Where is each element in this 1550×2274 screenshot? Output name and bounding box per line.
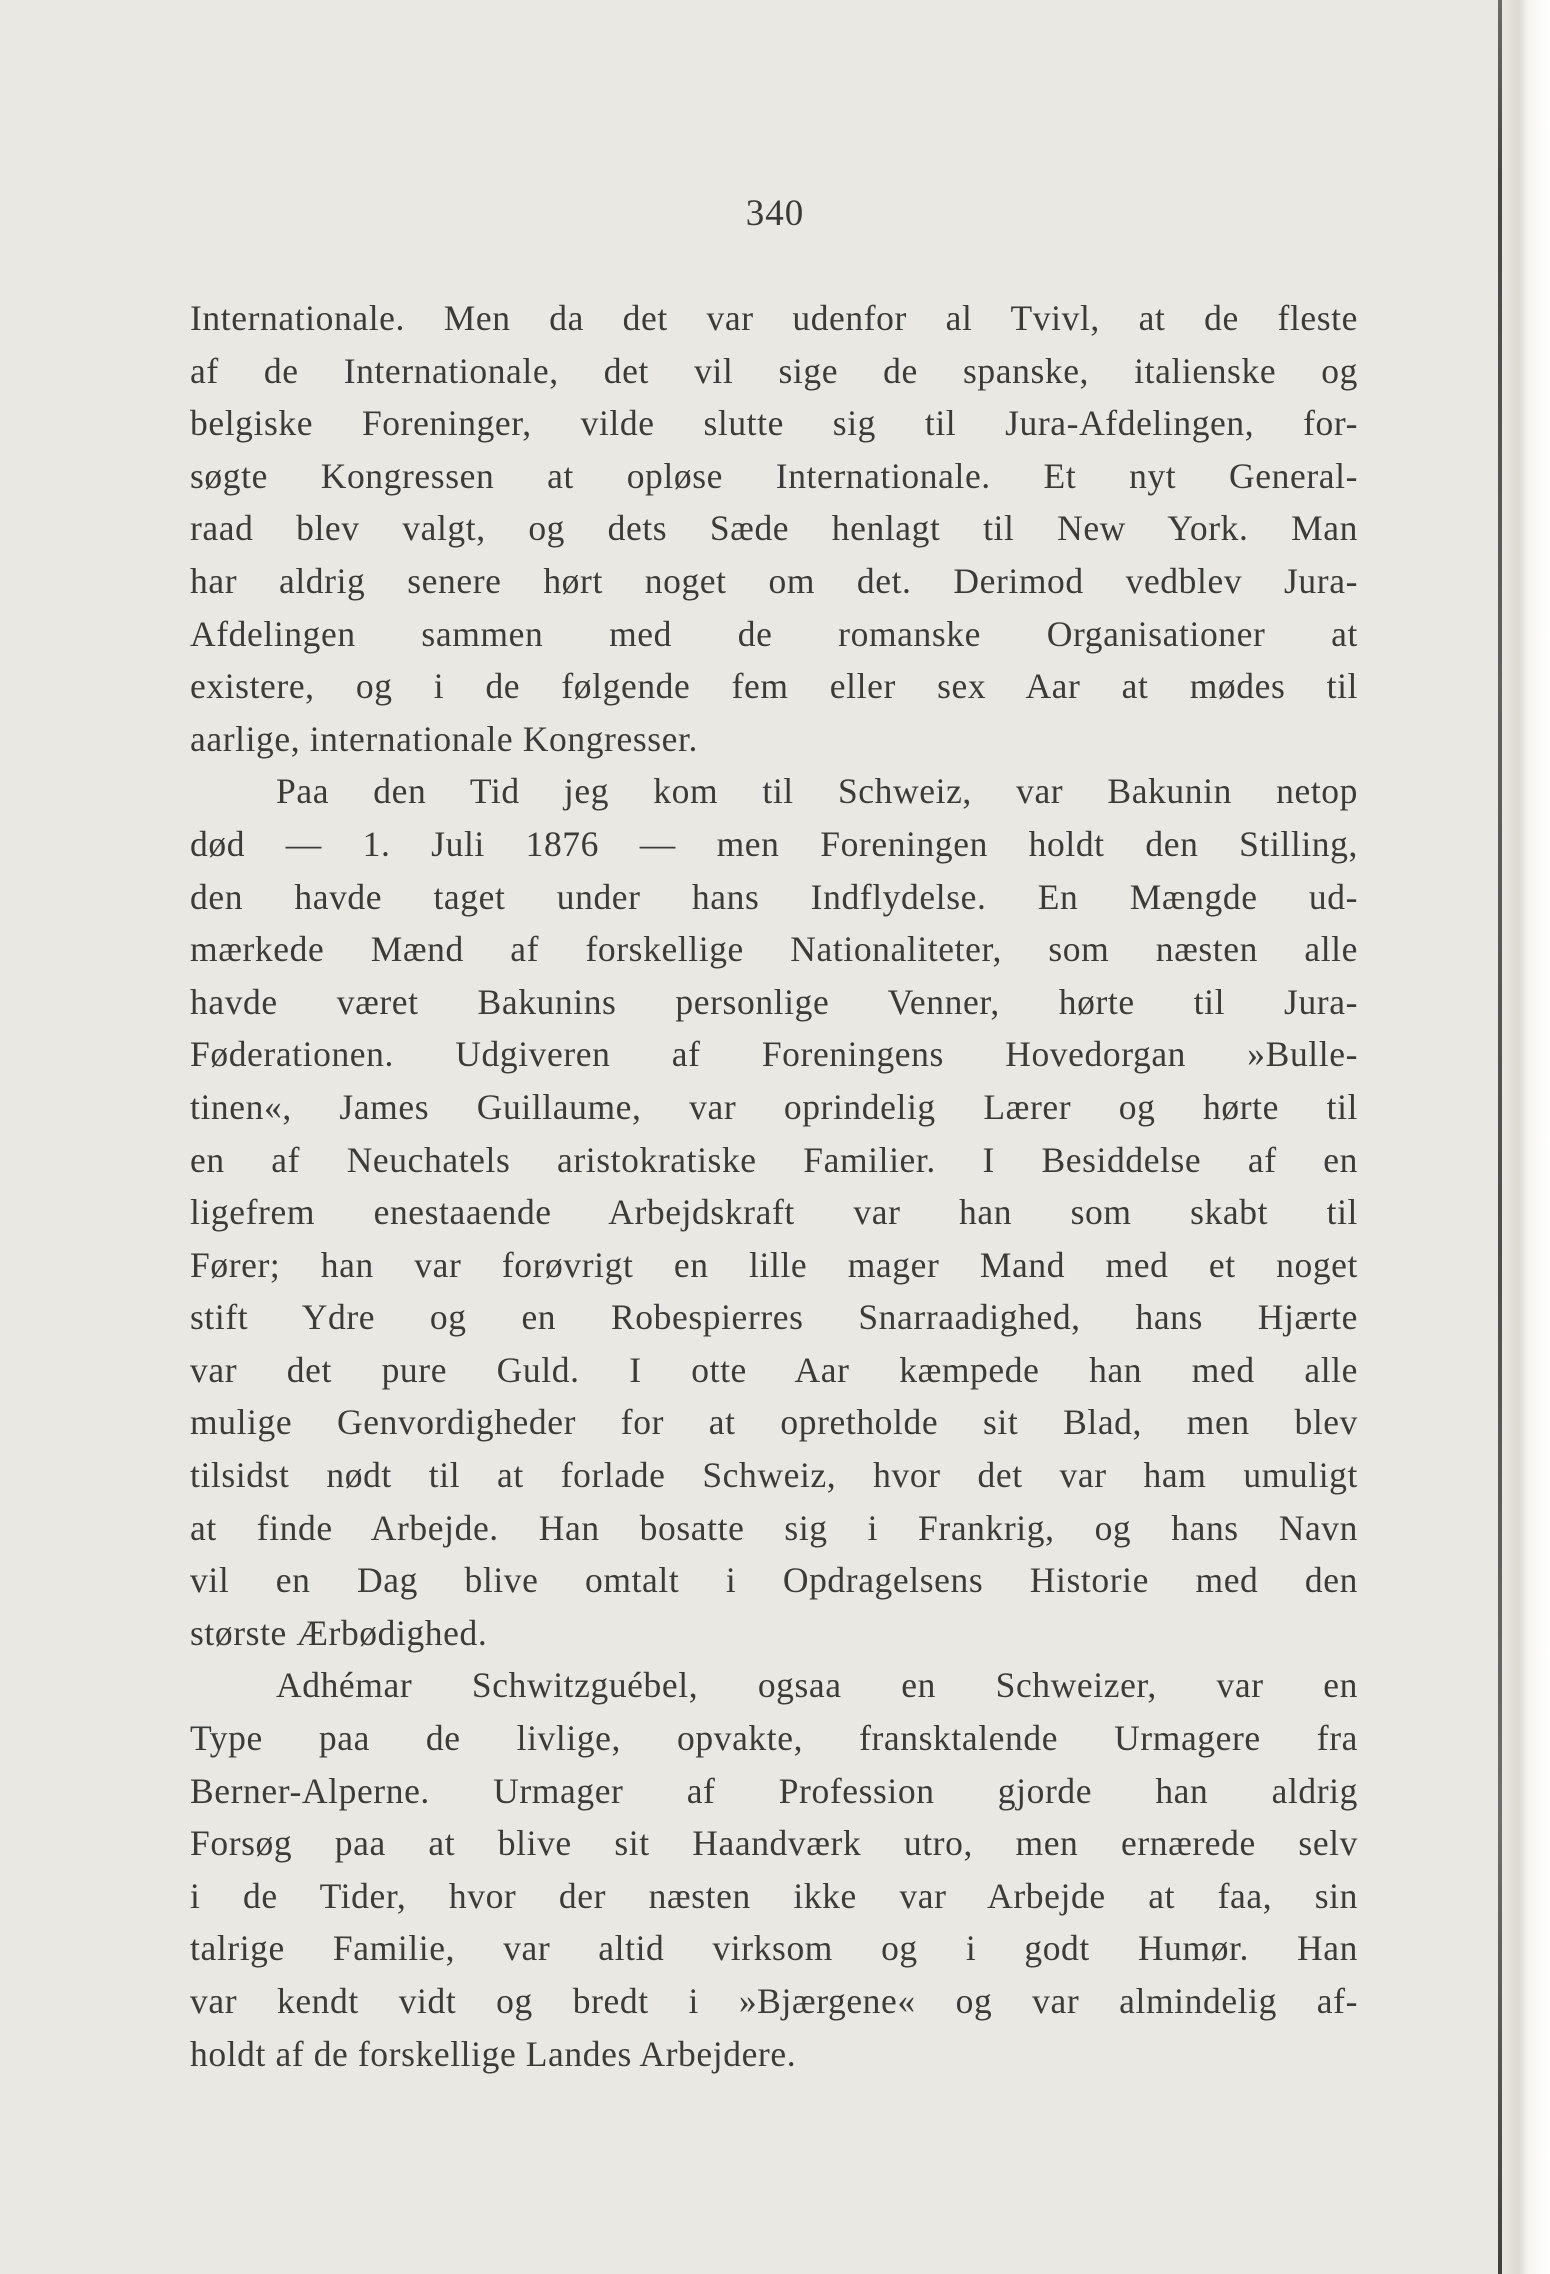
scan-margin [1502,0,1550,2274]
text-line: ligefrem enestaaende Arbejdskraft var han som skabt til [190,1192,1358,1233]
text-line: Afdelingen sammen med de romanske Organisationer at [190,613,1358,654]
text-line: raad blev valgt, og dets Sæde henlagt til New York. Man [190,508,1358,549]
text-line: Adhémar Schwitzguébel, ogsaa en Schweizer, var en [276,1665,1358,1706]
text-line: var det pure Guld. I otte Aar kæmpede han med alle [190,1349,1358,1390]
text-line: talrige Familie, var altid virksom og i godt Humør. Han [190,1928,1358,1969]
text-line: den havde taget under hans Indflydelse. En Mængde ud- [190,876,1358,917]
text-line: Forsøg paa at blive sit Haandværk utro, men ernærede selv [190,1823,1358,1864]
text-line: var kendt vidt og bredt i »Bjærgene« og var almindelig af- [190,1981,1358,2021]
text-line: tinen«, James Guillaume, var oprindelig Lærer og hørte til [190,1086,1358,1127]
text-line: havde været Bakunins personlige Venner, hørte til Jura- [190,981,1358,1022]
text-line: stift Ydre og en Robespierres Snarraadighed, hans Hjærte [190,1297,1358,1338]
text-line: holdt af de forskellige Landes Arbejdere. [190,2033,797,2074]
text-line: aarlige, internationale Kongresser. [190,718,698,759]
text-line: tilsidst nødt til at forlade Schweiz, hvor det var ham umuligt [190,1455,1358,1496]
body-text [190,292,1358,2080]
text-line: Internationale. Men da det var udenfor al Tvivl, at de fleste [190,298,1358,338]
text-line: Fører; han var forøvrigt en lille mager Mand med et noget [190,1244,1358,1285]
text-line: Føderationen. Udgiveren af Foreningens Hovedorgan »Bulle- [190,1034,1358,1075]
text-line: Berner-Alperne. Urmager af Profession gjorde han aldrig [190,1770,1358,1811]
text-line: en af Neuchatels aristokratiske Familier. I Besiddelse af en [190,1139,1358,1180]
text-line: har aldrig senere hørt noget om det. Derimod vedblev Jura- [190,560,1358,601]
text-line: i de Tider, hvor der næsten ikke var Arbejde at faa, sin [190,1875,1358,1916]
page-number: 340 [745,193,805,234]
text-line: søgte Kongressen at opløse Internationale. Et nyt General- [190,455,1358,496]
text-line: af de Internationale, det vil sige de spanske, italienske og [190,350,1358,391]
text-line: mærkede Mænd af forskellige Nationaliteter, som næsten alle [190,929,1358,970]
text-line: død — 1. Juli 1876 — men Foreningen holdt den Stilling, [190,823,1358,864]
text-line: at finde Arbejde. Han bosatte sig i Frankrig, og hans Navn [190,1507,1358,1548]
text-line: belgiske Foreninger, vilde slutte sig til Jura-Afdelingen, for- [190,403,1358,444]
text-line: Paa den Tid jeg kom til Schweiz, var Bakunin netop [276,771,1358,812]
text-line: existere, og i de følgende fem eller sex Aar at mødes til [190,666,1358,707]
text-line: mulige Genvordigheder for at opretholde sit Blad, men blev [190,1402,1358,1443]
text-line: største Ærbødighed. [190,1612,488,1653]
text-line: Type paa de livlige, opvakte, fransktalende Urmagere fra [190,1718,1358,1759]
text-line: vil en Dag blive omtalt i Opdragelsens Historie med den [190,1560,1358,1601]
